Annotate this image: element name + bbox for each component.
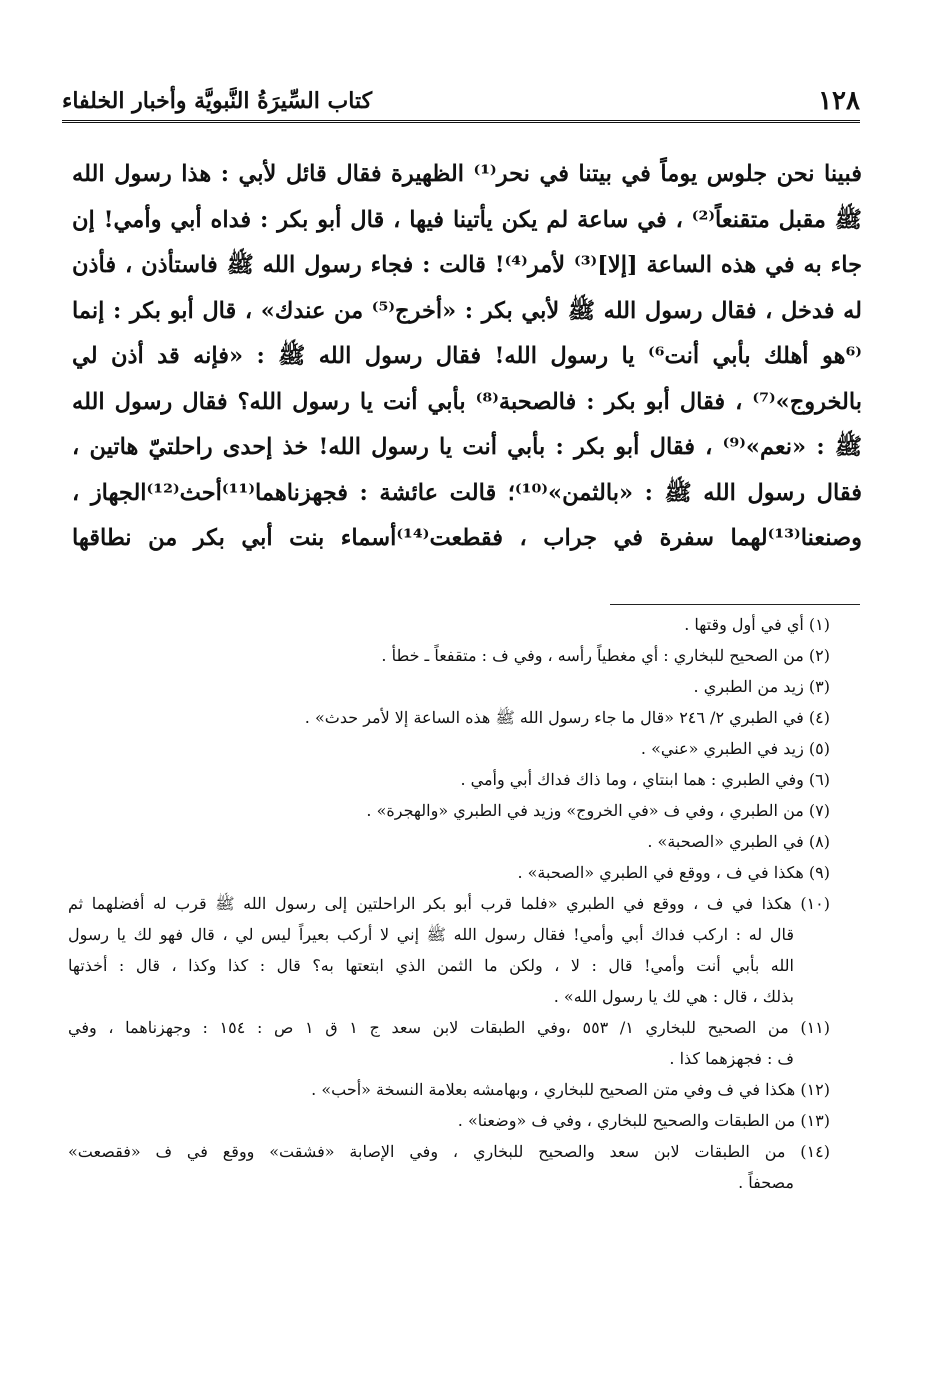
footnote-10: (١٠) هكذا في ف ، ووقع في الطبري «فلما قرب أبو بكر الراحلتين إلى رسول الله ﷺ قرب له أفضلهما ثم bbox=[68, 894, 830, 913]
footnote-9: (٩) هكذا في ف ، ووقع في الطبري «الصحبة» . bbox=[517, 863, 830, 882]
footnote-7: (٧) من الطبري ، وفي ف «في الخروج» وزيد في الطبري «والهجرة» . bbox=[366, 801, 830, 820]
text-line: ⁽⁶هو أهلك بأبي أنت⁶⁾ يا رسول الله! فقال رسول الله ﷺ : «فإنه قد أذن لي bbox=[72, 343, 862, 369]
footnote-12: (١٢) هكذا في ف وفي متن الصحيح للبخاري ، وبهامشه بعلامة النسخة «أحب» . bbox=[311, 1080, 830, 1099]
text-line: فقال رسول الله ﷺ : «بالثمن»⁽¹⁰⁾؛ قالت عائشة : فجهزناهما⁽¹¹⁾أحث⁽¹²⁾الجهاز ، bbox=[72, 479, 862, 506]
text-line: بالخروج»⁽⁷⁾ ، فقال أبو بكر : فالصحبة⁽⁸⁾ بأبي أنت يا رسول الله؟ فقال رسول الله bbox=[72, 388, 862, 415]
page-header bbox=[62, 78, 860, 123]
page-number: ١٢٨ bbox=[818, 86, 860, 116]
text-line: جاء به في هذه الساعة [إلا]⁽³⁾ لأمر⁽⁴⁾! قالت : فجاء رسول الله ﷺ فاستأذن ، فأذن bbox=[72, 252, 862, 278]
footnote-10-continued: بذلك ، قال : هي لك يا رسول الله» . bbox=[553, 987, 794, 1006]
footnote-2: (٢) من الصحيح للبخاري : أي مغطياً رأسه ، وفي ف : متقفعاً ـ خطأ . bbox=[381, 646, 830, 665]
footnote-8: (٨) في الطبري «الصحبة» . bbox=[647, 832, 830, 851]
footnote-6: (٦) وفي الطبري : هما ابنتاي ، وما ذاك فداك أبي وأمي . bbox=[460, 770, 830, 789]
text-line: فبينا نحن جلوس يوماً في بيتنا في نحر⁽¹⁾ الظهيرة فقال قائل لأبي : هذا رسول الله bbox=[72, 161, 862, 187]
text-line: وصنعنا⁽¹³⁾لهما سفرة في جراب ، فقطعت⁽¹⁴⁾أسماء بنت أبي بكر من نطاقها bbox=[72, 525, 862, 551]
footnote-3: (٣) زيد من الطبري . bbox=[693, 677, 830, 696]
footnote-11: (١١) من الصحيح للبخاري ١/ ٥٥٣ ،وفي الطبقات لابن سعد ج ١ ق ١ ص : ١٥٤ : وجهزناهما ، وفي bbox=[68, 1018, 830, 1037]
footnote-11-continued: ف : فجهزهما كذا . bbox=[669, 1049, 794, 1068]
text-line: ﷺ : «نعم»⁽⁹⁾ ، فقال أبو بكر : بأبي أنت يا رسول الله! خذ إحدى راحلتيّ هاتين ، bbox=[72, 434, 862, 460]
footnote-14: (١٤) من الطبقات لابن سعد والصحيح للبخاري ، وفي الإصابة «فشقت» ووقع في ف «فقصعت» bbox=[68, 1142, 830, 1161]
footnote-10-continued: الله بأبي أنت وأمي! قال : لا ، ولكن ما الثمن الذي ابتعتها به؟ قال : كذا وكذا ، قال : أخذتها bbox=[68, 956, 794, 975]
footnote-13: (١٣) من الطبقات والصحيح للبخاري ، وفي ف «وضعنا» . bbox=[457, 1111, 830, 1130]
running-title: كتاب السِّيرَةُ النَّبويَّة وأخبار الخلفاء bbox=[62, 88, 373, 114]
text-line: له فدخل ، فقال رسول الله ﷺ لأبي بكر : «أخرج⁽⁵⁾ من عندك» ، قال أبو بكر : إنما bbox=[72, 297, 862, 324]
footnote-1: (١) أي في أول وقتها . bbox=[684, 615, 830, 634]
text-line: ﷺ مقبل متقنعاً⁽²⁾ ، في ساعة لم يكن يأتينا فيها ، قال أبو بكر : فداه أبي وأمي! إن bbox=[72, 206, 862, 233]
footnotes bbox=[68, 609, 830, 1198]
footnote-14-continued: مصحفاً . bbox=[738, 1173, 794, 1192]
footnote-5: (٥) زيد في الطبري «عني» . bbox=[640, 739, 830, 758]
footnote-separator bbox=[610, 604, 860, 605]
main-text bbox=[72, 152, 862, 562]
footnote-4: (٤) في الطبري ٢/ ٢٤٦ «قال ما جاء رسول الله ﷺ هذه الساعة إلا لأمر حدث» . bbox=[304, 708, 830, 727]
footnote-10-continued: قال له : اركب فداك أبي وأمي! فقال رسول الله ﷺ إني لا أركب بعيراً ليس لي ، قال فهو لك يا رسول bbox=[68, 925, 794, 944]
